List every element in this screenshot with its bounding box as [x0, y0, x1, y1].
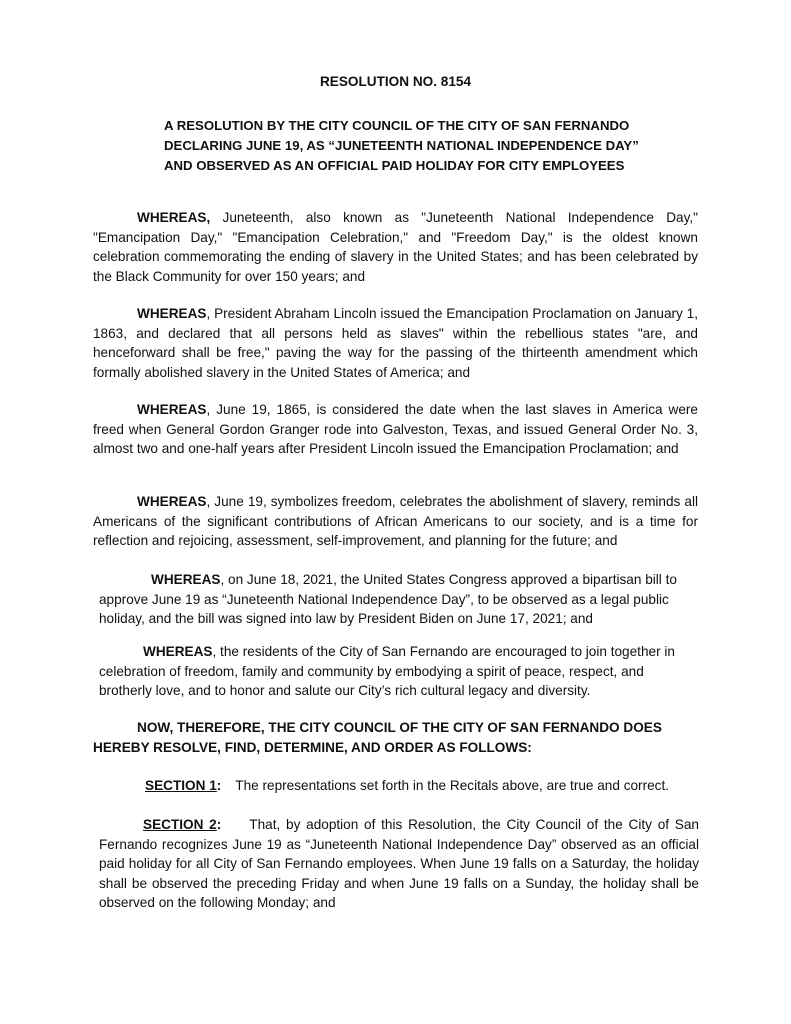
resolution-subtitle	[164, 116, 644, 176]
section-2-label: SECTION 2	[143, 817, 217, 832]
whereas-label: WHEREAS	[137, 306, 207, 321]
section-2-text: That, by adoption of this Resolution, the City Council of the City of San Fernando recognizes June 19 as “Juneteenth National Independence Day” observed as an official paid holiday for all City of San Fernando employees. When June 19 falls on a Saturday, the holiday shall be observed the preceding Friday and when June 19 falls on a Sunday, the holiday shall be observed on the following Monday; and	[99, 817, 699, 910]
whereas-paragraph-6	[99, 642, 699, 701]
section-1-label: SECTION 1	[145, 778, 217, 793]
subtitle-line: DECLARING JUNE 19, AS “JUNETEENTH NATIONAL INDEPENDENCE DAY”	[164, 138, 639, 153]
paragraph-text: , June 19, 1865, is considered the date when the last slaves in America were freed when General Gordon Granger rode into Galveston, Texas, and issued General Order No. 3, almost two and one-half years after President Lincoln issued the Emancipation Proclamation; and	[93, 402, 698, 456]
section-colon: :	[216, 817, 222, 832]
now-therefore-text: NOW, THEREFORE, THE CITY COUNCIL OF THE CITY OF SAN FERNANDO DOES HEREBY RESOLVE, FIND, DETERMINE, AND ORDER AS FOLLOWS:	[93, 720, 662, 755]
paragraph-text: Juneteenth, also known as "Juneteenth National Independence Day," "Emancipation Day," "Emancipation Celebration," and "Freedom Day," is the oldest known celebration commemorating the ending of slavery in the United States; and has been celebrated by the Black Community for over 150 years; and	[93, 210, 698, 284]
whereas-paragraph-3	[93, 400, 698, 459]
whereas-label: WHEREAS	[137, 494, 207, 509]
section-1-text: The representations set forth in the Recitals above, are true and correct.	[235, 778, 670, 793]
section-2	[99, 815, 699, 913]
whereas-label: WHEREAS,	[137, 210, 211, 225]
subtitle-line: AND OBSERVED AS AN OFFICIAL PAID HOLIDAY FOR CITY EMPLOYEES	[164, 158, 625, 173]
paragraph-text: , June 19, symbolizes freedom, celebrates the abolishment of slavery, reminds all Americans of the significant contributions of African Americans to our society, and is a time for reflection and rejoicing, assessment, self-improvement, and planning for the future; and	[93, 494, 698, 548]
section-1	[93, 776, 698, 796]
subtitle-line: A RESOLUTION BY THE CITY COUNCIL OF THE CITY OF SAN FERNANDO	[164, 118, 630, 133]
paragraph-text: , the residents of the City of San Fernando are encouraged to join together in celebration of freedom, family and community by embodying a spirit of peace, respect, and brotherly love, and to honor and salute our City’s rich cultural legacy and diversity.	[99, 644, 675, 698]
whereas-label: WHEREAS	[151, 572, 221, 587]
whereas-label: WHEREAS	[137, 402, 207, 417]
whereas-label: WHEREAS	[143, 644, 213, 659]
now-therefore-clause	[93, 718, 705, 757]
whereas-paragraph-1	[93, 208, 698, 286]
paragraph-text: , President Abraham Lincoln issued the Emancipation Proclamation on January 1, 1863, and declared that all persons held as slaves" within the rebellious states "are, and henceforward shall be free," paving the way for the passing of the thirteenth amendment which formally abolished slavery in the United States of America; and	[93, 306, 698, 380]
section-colon: :	[216, 778, 222, 793]
whereas-paragraph-4	[93, 492, 698, 551]
whereas-paragraph-2	[93, 304, 698, 382]
paragraph-text: , on June 18, 2021, the United States Congress approved a bipartisan bill to approve June 19 as “Juneteenth National Independence Day”, to be observed as a legal public holiday, and the bill was signed into law by President Biden on June 17, 2021; and	[99, 572, 677, 626]
whereas-paragraph-5	[99, 570, 699, 629]
resolution-number: RESOLUTION NO. 8154	[319, 74, 472, 89]
